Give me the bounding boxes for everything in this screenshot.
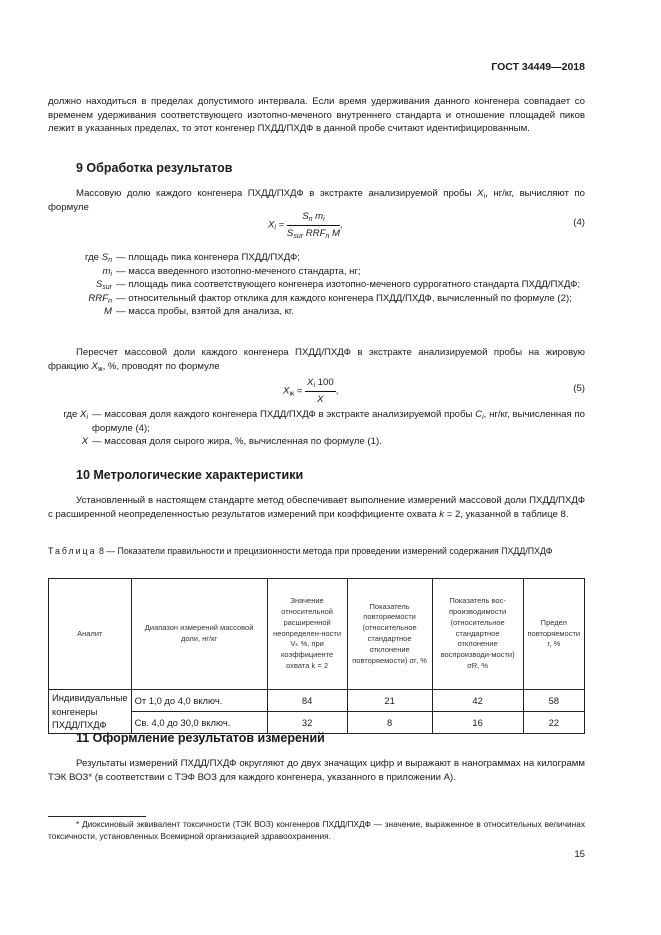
formula-4: $X_i$ = $\frac{S_n m_i}{S_{sur} RRF_n M}$ ,	[268, 211, 343, 240]
text-fragment: i	[323, 216, 325, 223]
repeatability-limit-cell: 22	[523, 712, 584, 734]
reproducibility-cell: 16	[432, 712, 523, 734]
text-fragment: — масса введенного изотопно-меченого стандарта, нг;	[116, 265, 361, 277]
text: Массовую долю каждого конгенера ПХДД/ПХДФ в экстракте анализируемой пробы	[76, 188, 478, 199]
text-fragment: X	[91, 360, 98, 372]
footnote-divider	[48, 816, 146, 817]
text-fragment: n	[108, 257, 112, 264]
text-fragment: Пересчет массовой доли каждого конгенера ПХДД/ПХДФ в экстракте анализируемой пробы на жировую фракцию	[48, 347, 585, 372]
text-fragment: — площадь пика соответствующего конгенера изотопно-меченого суррогатного стандарта ПХДД/ПХДФ;	[116, 279, 581, 291]
text-fragment: n	[108, 297, 112, 305]
text-fragment: RRF	[88, 292, 109, 304]
text-fragment: C	[475, 409, 483, 420]
uncertainty-cell: 84	[267, 690, 347, 712]
text-fragment: k	[439, 508, 445, 520]
column-header: Показатель вос-производимости (относительное стандартное отклонение воспроизводи-мости) σR, %	[432, 579, 523, 690]
text-fragment: Установленный в настоящем стандарте метод обеспечивает выполнение измерений массовой доли ПХДД/ПХДФ с расширенной неопределенностью результатов измерений при коэффициенте охвата	[48, 495, 585, 520]
repeatability-cell: 21	[347, 690, 432, 712]
definition-item	[48, 278, 585, 292]
text-fragment: S	[101, 252, 109, 263]
text-fragment: m	[315, 211, 324, 222]
text-fragment: — масса пробы, взятой для анализа, кг.	[116, 306, 294, 318]
repeatability-limit-cell: 58	[523, 690, 584, 712]
text-fragment: где	[85, 252, 100, 263]
text-fragment: i	[313, 382, 315, 389]
column-header: Диапазон измерений массовой доли, нг/кг	[131, 579, 267, 690]
text-fragment: sur	[102, 284, 112, 292]
text-fragment: — площадь пика конгенера ПХДД/ПХДФ;	[116, 252, 300, 263]
text-fragment: M	[104, 306, 112, 318]
footnote: * Диоксиновый эквивалент токсичности (ТЭК ВОЗ) конгенеров ПХДД/ПХДФ — значение, выраженное в относительных величинах токсичности, установленных Всемирной организацией здравоохранения.	[48, 819, 585, 841]
subscript: i	[483, 193, 486, 200]
table-row	[49, 690, 585, 712]
text-fragment: i	[110, 270, 112, 278]
text-fragment: X	[80, 409, 87, 420]
definitions-list-2	[48, 408, 585, 449]
document-header: ГОСТ 34449—2018	[491, 61, 585, 73]
text-fragment: S	[95, 279, 103, 291]
text-fragment: m	[102, 265, 111, 277]
fraction	[305, 376, 336, 406]
text-fragment: X	[307, 377, 314, 388]
section-11-paragraph: Результаты измерений ПХДД/ПХДФ округляют до двух значащих цифр и выражают в нанограммах на килограмм ТЭК ВОЗ* (в соответствии с ТЭФ ВОЗ для каждого конгенера, указанного в приложении А).	[48, 758, 585, 783]
section-9-paragraph-2	[48, 346, 585, 373]
text-fragment: RRF	[305, 227, 326, 239]
definition-item	[48, 251, 585, 265]
column-header: Показатель повторяемости (относительное стандартное отклонение повторяемости) σr, %	[347, 579, 432, 690]
range-cell: От 1,0 до 4,0 включ.	[131, 690, 267, 712]
column-header: Предел повторяемости r, %	[523, 579, 584, 690]
subscript: i	[274, 224, 276, 232]
text-fragment: — относительный фактор отклика для каждого конгенера ПХДД/ПХДФ, вычисленный по формуле (2);	[116, 292, 572, 304]
definition-item	[48, 305, 585, 319]
text: , нг/кг, вычисляют по формуле	[48, 188, 585, 213]
definition-item	[48, 292, 585, 306]
text-fragment: S	[286, 227, 294, 239]
formula-5: $X_ж$ = $\frac{X_i 100}{X}$ ,	[283, 377, 339, 405]
text-fragment: , %, проводят по формуле	[102, 360, 220, 372]
table-8-caption	[48, 545, 585, 557]
text-fragment: S	[302, 211, 309, 222]
text-fragment: , нг/кг, вычисленная по формуле (4);	[92, 409, 585, 434]
intro-paragraph: должно находиться в пределах допустимого интервала. Если время удерживания данного конгенера совпадает со временем удерживания соответствующего изотопно-меченого внутреннего стандарта и отношение площадей пиков лежит в указанных пределах, то этот конгенер ПХДД/ПХДФ в данной пробе считают идентифицированным.	[48, 96, 585, 135]
text-fragment: sur	[293, 232, 304, 240]
reproducibility-cell: 42	[432, 690, 523, 712]
definitions-list-1	[48, 251, 585, 319]
text-fragment: ж	[97, 365, 103, 373]
fraction	[287, 210, 340, 240]
column-header: Аналит	[49, 579, 132, 690]
table-8	[48, 578, 585, 734]
text-fragment: 100	[317, 377, 334, 388]
text-fragment: 8 — Показатели правильности и прецизионности метода при проведении измерений содержания ПХДД/ПХДФ	[96, 546, 553, 556]
definition-item	[48, 408, 585, 435]
column-header: Значение относительной расширенной неопределен-ности Vₖ %, при коэффициенте охвата k = 2	[267, 579, 347, 690]
variable: X	[477, 188, 484, 199]
text-fragment: X	[81, 436, 88, 448]
text-fragment: i	[482, 414, 484, 421]
text-fragment: X	[283, 385, 290, 397]
range-cell: Св. 4,0 до 30,0 включ.	[131, 712, 267, 734]
uncertainty-cell: 32	[267, 712, 347, 734]
formula-4-number: (4)	[573, 217, 585, 228]
formula-5-number: (5)	[573, 383, 585, 394]
text-fragment: M	[332, 227, 341, 239]
text-fragment: n	[325, 232, 330, 240]
text-fragment: — массовая доля каждого конгенера ПХДД/ПХДФ в экстракте анализируемой пробы	[92, 409, 476, 420]
section-9-heading: 9 Обработка результатов	[76, 161, 233, 175]
text-fragment: где	[63, 409, 78, 420]
analyte-cell: Индивидуальные конгенеры ПХДД/ПХДФ	[49, 690, 132, 734]
section-11-heading: 11 Оформление результатов измерений	[76, 731, 325, 745]
text-fragment: n	[308, 216, 313, 223]
text-fragment: ж	[289, 390, 295, 398]
text-fragment: Таблица	[48, 546, 97, 556]
repeatability-cell: 8	[347, 712, 432, 734]
table-header-row	[49, 579, 585, 690]
formula-lhs: X	[268, 219, 275, 231]
definition-item	[48, 435, 585, 449]
text-fragment: i	[86, 414, 88, 421]
definition-item	[48, 265, 585, 279]
text-fragment: = 2, указанной в таблице 8.	[444, 508, 569, 520]
page-number: 15	[574, 849, 585, 860]
section-10-paragraph	[48, 494, 585, 521]
section-10-heading: 10 Метрологические характеристики	[76, 468, 304, 482]
text-fragment: — массовая доля сырого жира, %, вычисленная по формуле (1).	[92, 436, 382, 448]
text-fragment: X	[317, 393, 324, 405]
